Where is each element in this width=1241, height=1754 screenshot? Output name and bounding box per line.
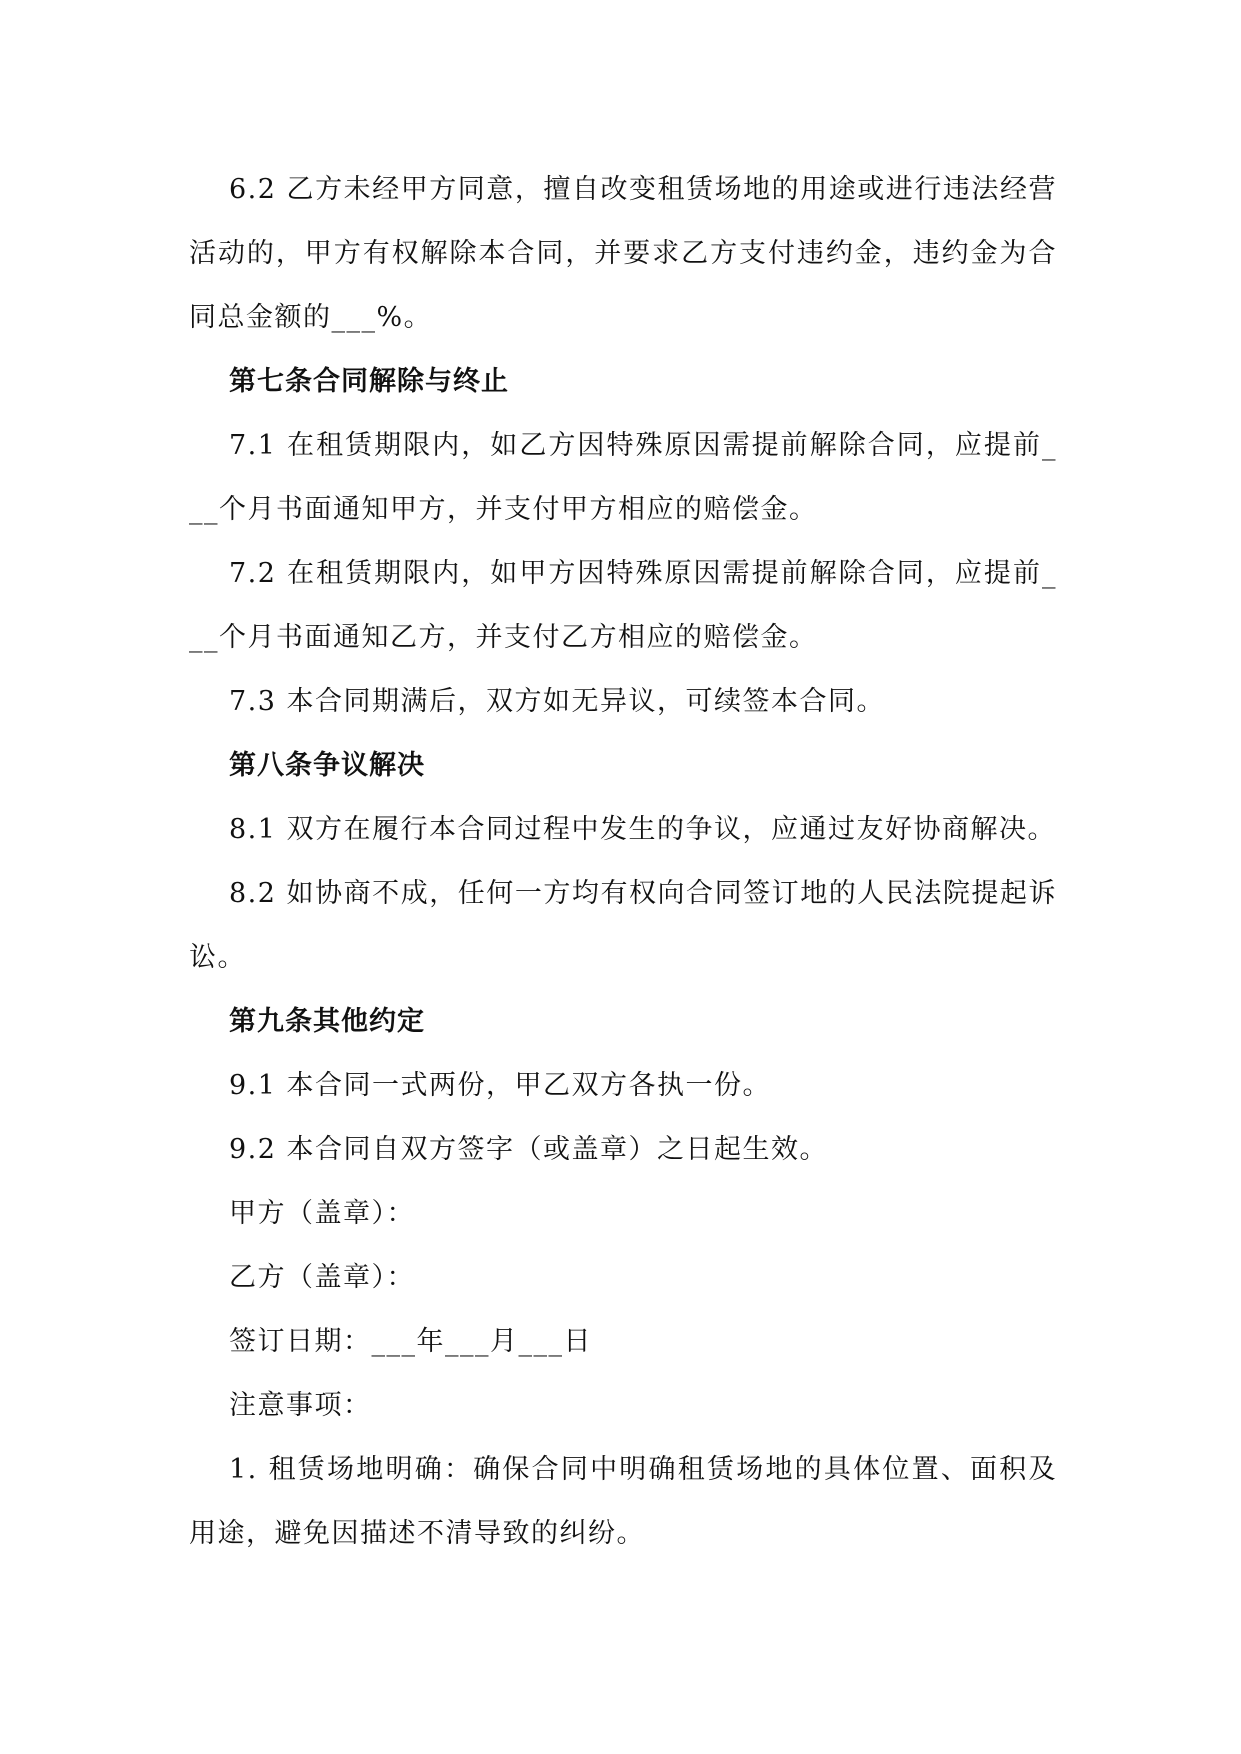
clause-7-3: 7.3 本合同期满后，双方如无异议，可续签本合同。 [229,686,886,717]
clause-7-1: 7.1 在租赁期限内，如乙方因特殊原因需提前解除合同，应提前___个月书面通知甲方，并支付甲方相应的赔偿金。 [189,430,1057,525]
party-b-seal: 乙方（盖章）： [229,1262,415,1293]
signing-date: 签订日期：___年___月___日 [229,1326,592,1357]
clause-8-1: 8.1 双方在履行本合同过程中发生的争议，应通过友好协商解决。 [229,814,1057,845]
article-8-heading: 第八条争议解决 [229,750,425,781]
party-a-seal: 甲方（盖章）： [229,1198,415,1229]
clause-6-2: 6.2 乙方未经甲方同意，擅自改变租赁场地的用途或进行违法经营活动的，甲方有权解除本合同，并要求乙方支付违约金，违约金为合同总金额的___%。 [189,174,1057,333]
article-9-heading: 第九条其他约定 [229,1006,425,1037]
clause-7-2: 7.2 在租赁期限内，如甲方因特殊原因需提前解除合同，应提前___个月书面通知乙方，并支付乙方相应的赔偿金。 [189,558,1057,653]
note-1: 1. 租赁场地明确：确保合同中明确租赁场地的具体位置、面积及用途，避免因描述不清导致的纠纷。 [189,1454,1057,1549]
clause-8-2: 8.2 如协商不成，任何一方均有权向合同签订地的人民法院提起诉讼。 [189,878,1057,973]
clause-9-1: 9.1 本合同一式两份，甲乙双方各执一份。 [229,1070,772,1101]
article-7-heading: 第七条合同解除与终止 [229,366,509,397]
clause-9-2: 9.2 本合同自双方签字（或盖章）之日起生效。 [229,1134,829,1165]
document-body [189,158,1057,1566]
notes-label: 注意事项： [229,1390,372,1421]
